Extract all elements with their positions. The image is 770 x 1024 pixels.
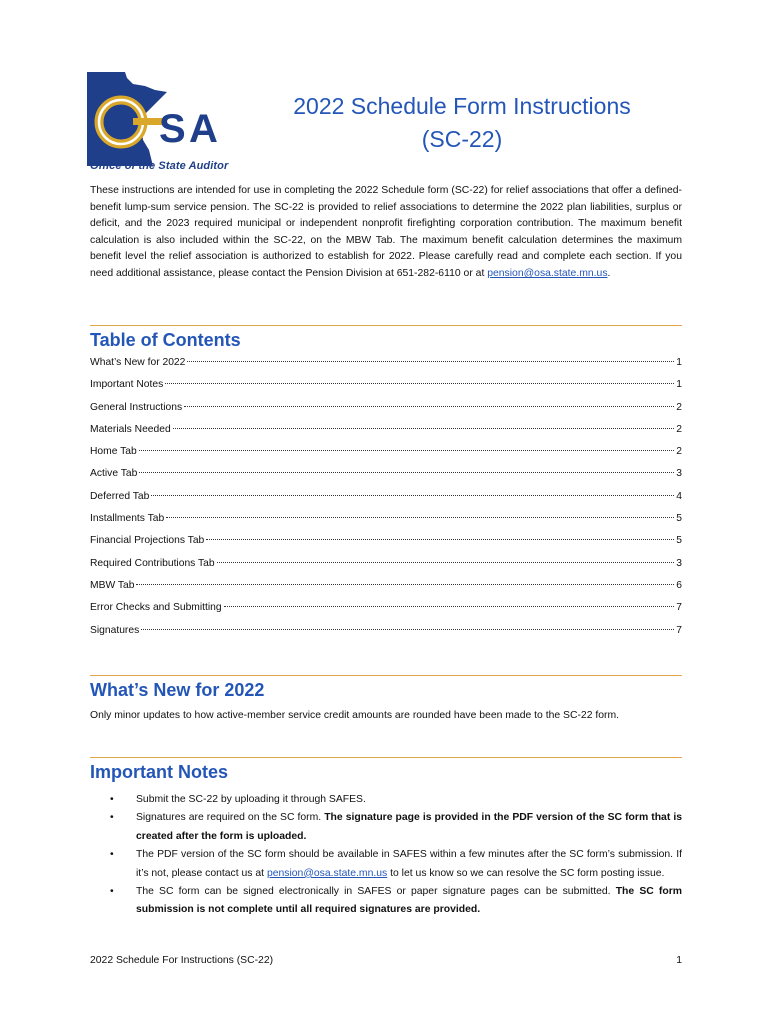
toc-entry[interactable] [90,580,682,602]
title-line-1: 2022 Schedule Form Instructions [293,93,631,119]
toc-entry-page: 7 [676,624,682,636]
note-text-after: to let us know so we can resolve the SC form posting issue. [387,867,665,879]
footer-title: 2022 Schedule For Instructions (SC-22) [90,955,274,966]
toc-leader-dots [224,606,675,607]
toc-entry-label: Materials Needed [90,423,171,435]
toc-leader-dots [217,562,675,563]
toc-leader-dots [139,450,675,451]
note-item [110,791,682,809]
toc-entry-label: Deferred Tab [90,490,150,502]
toc-entry-page: 6 [676,579,682,591]
toc-leader-dots [151,495,674,496]
toc-leader-dots [136,584,674,585]
toc-entry-label: General Instructions [90,401,183,413]
toc-entry-page: 3 [676,468,682,480]
toc-entry-page: 1 [676,379,682,391]
svg-text:A: A [189,107,218,151]
toc-leader-dots [139,472,674,473]
page-title [262,90,662,156]
toc-entry-label: Signatures [90,624,140,636]
toc-entry-page: 2 [676,446,682,458]
note-email-link[interactable]: pension@osa.state.mn.us [266,867,388,879]
toc-leader-dots [165,383,674,384]
toc-entry-label: What’s New for 2022 [90,357,186,368]
whats-new-heading: What’s New for 2022 [90,680,265,700]
toc-entry[interactable] [90,446,682,468]
intro-email-link[interactable]: pension@osa.state.mn.us [487,267,608,279]
toc-entry-page: 7 [676,602,682,614]
toc-leader-dots [187,361,674,362]
note-item [110,883,682,920]
toc-entry[interactable] [90,513,682,535]
toc-entry-label: Active Tab [90,468,138,480]
note-text: The PDF version of the SC form should be available in SAFES within a few minutes after the SC form’s submission. If it’s not, please contact us at [136,849,682,879]
table-of-contents [90,357,682,647]
toc-entry[interactable] [90,402,682,424]
note-text: Signatures are required on the SC form. [136,812,325,824]
toc-entry-page: 1 [676,357,682,368]
toc-leader-dots [166,517,674,518]
footer-page-number: 1 [676,955,682,966]
toc-entry[interactable] [90,602,682,624]
note-item [110,846,682,883]
page-footer [90,955,682,966]
toc-heading: Table of Contents [90,330,241,350]
intro-text: These instructions are intended for use in completing the 2022 Schedule form (SC-22) for relief associations that offer a defined-benefit lump-sum service pension. The SC-22 is provided to relief associations to determine the 2022 plan liabilities, surplus or deficit, and the 2023 required municipal or independent nonprofit firefighting corporation contribution. The maximum benefit calculation is also included within the SC-22, on the MBW Tab. The maximum benefit calculation determines the maximum benefit level the relief association is authorized to establish for 2022. Please carefully read and complete each section. If you need additional assistance, please contact the Pension Division at 651-282-6110 or at [90,185,682,279]
toc-entry-label: Financial Projections Tab [90,535,205,547]
whats-new-divider [90,675,682,676]
important-notes-list [110,791,682,920]
logo-caption: Office of the State Auditor [90,160,229,172]
toc-entry-label: Home Tab [90,446,137,458]
toc-leader-dots [206,539,674,540]
toc-entry[interactable] [90,357,682,379]
minnesota-state-logo-icon [85,70,235,170]
toc-entry[interactable] [90,625,682,647]
intro-end: . [607,267,611,279]
toc-entry[interactable] [90,558,682,580]
toc-entry-label: Required Contributions Tab [90,557,215,569]
note-text: The SC form can be signed electronically in SAFES or paper signature pages can be submitted. [136,886,616,898]
bullet-icon: • [110,812,114,824]
toc-entry-page: 4 [676,490,682,502]
toc-entry[interactable] [90,424,682,446]
toc-leader-dots [141,629,674,630]
toc-entry-page: 3 [676,557,682,569]
toc-entry[interactable] [90,491,682,513]
note-item [110,809,682,846]
intro-paragraph [90,183,682,283]
toc-entry-label: Important Notes [90,379,164,391]
toc-entry-page: 2 [676,423,682,435]
bullet-icon: • [110,886,114,898]
whats-new-text: Only minor updates to how active-member service credit amounts are rounded have been made to the SC-22 form. [90,710,620,721]
bullet-icon: • [110,794,114,805]
toc-entry-page: 5 [676,535,682,547]
toc-divider [90,325,682,326]
note-text: Submit the SC-22 by uploading it through SAFES. [136,794,366,805]
toc-entry[interactable] [90,468,682,490]
bullet-icon: • [110,849,114,861]
toc-entry-label: Installments Tab [90,513,165,525]
toc-entry-page: 5 [676,513,682,525]
toc-leader-dots [173,428,675,429]
toc-entry-label: MBW Tab [90,579,135,591]
toc-leader-dots [184,406,674,407]
toc-entry[interactable] [90,379,682,401]
toc-entry-page: 2 [676,401,682,413]
note-bold-text: The SC form submission is not complete until all required signatures are provided. [136,886,682,916]
title-line-2: (SC-22) [421,126,503,152]
toc-entry-label: Error Checks and Submitting [90,602,222,614]
note-bold-text: The signature page is provided in the PDF version of the SC form that is created after the form is uploaded. [136,812,682,842]
toc-entry[interactable] [90,535,682,557]
important-notes-heading: Important Notes [90,762,229,782]
svg-text:S: S [159,107,186,151]
important-notes-divider [90,757,682,758]
